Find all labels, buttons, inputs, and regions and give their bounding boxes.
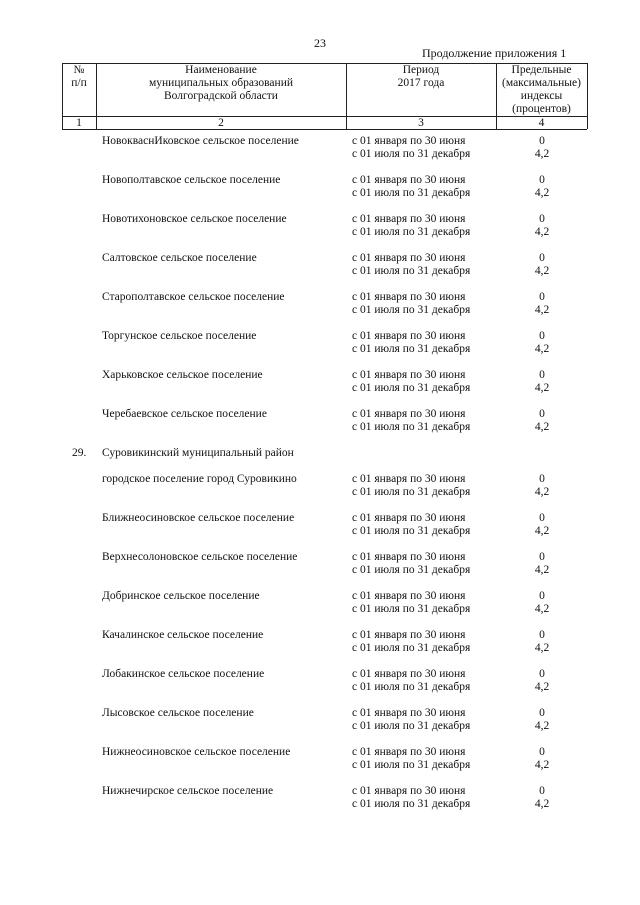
table-row	[0, 785, 640, 815]
index-second-half: 4,2	[534, 421, 550, 433]
period-first-half: с 01 января по 30 июня	[352, 512, 466, 524]
municipality-name: НовокваснИковское сельское поселение	[102, 135, 299, 147]
header-text: Наименование	[185, 64, 257, 76]
header-text: 2017 года	[397, 77, 445, 89]
index-first-half: 0	[539, 252, 545, 264]
table-row	[0, 213, 640, 243]
header-text: (процентов)	[512, 103, 571, 115]
table-row	[0, 174, 640, 204]
header-text: Волгоградской области	[164, 90, 278, 102]
col-number-4: 4	[538, 117, 545, 129]
index-second-half: 4,2	[534, 304, 550, 316]
district-name: Суровикинский муниципальный район	[102, 447, 294, 459]
index-second-half: 4,2	[534, 187, 550, 199]
period-first-half: с 01 января по 30 июня	[352, 408, 466, 420]
municipality-name: Верхнесолоновское сельское поселение	[102, 551, 298, 563]
col-number-2: 2	[218, 117, 224, 129]
period-second-half: с 01 июля по 31 декабря	[352, 486, 471, 498]
period-first-half: с 01 января по 30 июня	[352, 746, 466, 758]
table-row	[0, 369, 640, 399]
period-second-half: с 01 июля по 31 декабря	[352, 642, 471, 654]
table-row	[0, 252, 640, 282]
index-first-half: 0	[539, 590, 545, 602]
index-first-half: 0	[539, 785, 545, 797]
municipality-name: Нижнеосиновское сельское поселение	[102, 746, 291, 758]
municipality-name: Новотихоновское сельское поселение	[102, 213, 287, 225]
index-second-half: 4,2	[534, 564, 550, 576]
table-row	[0, 551, 640, 581]
period-second-half: с 01 июля по 31 декабря	[352, 187, 471, 199]
row-number: 29.	[72, 447, 87, 459]
header-text: (максимальные)	[502, 77, 581, 89]
header-bottom-rule	[62, 129, 587, 130]
period-first-half: с 01 января по 30 июня	[352, 785, 466, 797]
table-row	[0, 408, 640, 438]
period-second-half: с 01 июля по 31 декабря	[352, 148, 471, 160]
municipality-name: Лобакинское сельское поселение	[102, 668, 265, 680]
municipality-name: Ближнеосиновское сельское поселение	[102, 512, 295, 524]
municipality-name: Добринское сельское поселение	[102, 590, 260, 602]
continuation-note: Продолжение приложения 1	[422, 46, 567, 60]
index-first-half: 0	[539, 512, 545, 524]
period-first-half: с 01 января по 30 июня	[352, 174, 466, 186]
index-second-half: 4,2	[534, 486, 550, 498]
col-number-3: 3	[418, 117, 424, 129]
index-second-half: 4,2	[534, 382, 550, 394]
table-row	[0, 746, 640, 776]
period-first-half: с 01 января по 30 июня	[352, 330, 466, 342]
index-first-half: 0	[539, 135, 545, 147]
table-row	[0, 473, 640, 503]
index-first-half: 0	[539, 369, 545, 381]
municipality-name: Торгунское сельское поселение	[102, 330, 257, 342]
table-row	[0, 629, 640, 659]
index-first-half: 0	[539, 213, 545, 225]
municipality-name: Старополтавское сельское поселение	[102, 291, 285, 303]
index-second-half: 4,2	[534, 603, 550, 615]
municipality-name: Салтовское сельское поселение	[102, 252, 257, 264]
header-col-index	[496, 64, 587, 116]
municipality-name: Новополтавское сельское поселение	[102, 174, 281, 186]
table-row	[0, 707, 640, 737]
index-second-half: 4,2	[534, 226, 550, 238]
period-second-half: с 01 июля по 31 декабря	[352, 343, 471, 355]
header-text: муниципальных образований	[148, 77, 294, 89]
index-first-half: 0	[539, 330, 545, 342]
header-text: №	[73, 64, 85, 76]
period-second-half: с 01 июля по 31 декабря	[352, 265, 471, 277]
header-col-period	[346, 64, 496, 90]
table-row	[0, 590, 640, 620]
period-second-half: с 01 июля по 31 декабря	[352, 304, 471, 316]
municipality-name: Качалинское сельское поселение	[102, 629, 264, 641]
header-text: индексы	[520, 90, 563, 102]
table-row	[0, 668, 640, 698]
municipality-name: Лысовское сельское поселение	[102, 707, 254, 719]
table-row	[0, 135, 640, 165]
index-first-half: 0	[539, 746, 545, 758]
index-first-half: 0	[539, 707, 545, 719]
table-row	[0, 291, 640, 321]
page-number: 23	[314, 36, 326, 50]
period-first-half: с 01 января по 30 июня	[352, 473, 466, 485]
index-first-half: 0	[539, 629, 545, 641]
index-second-half: 4,2	[534, 642, 550, 654]
period-second-half: с 01 июля по 31 декабря	[352, 720, 471, 732]
period-first-half: с 01 января по 30 июня	[352, 590, 466, 602]
index-second-half: 4,2	[534, 681, 550, 693]
period-second-half: с 01 июля по 31 декабря	[352, 564, 471, 576]
period-first-half: с 01 января по 30 июня	[352, 213, 466, 225]
index-second-half: 4,2	[534, 265, 550, 277]
period-second-half: с 01 июля по 31 декабря	[352, 421, 471, 433]
index-second-half: 4,2	[534, 343, 550, 355]
period-first-half: с 01 января по 30 июня	[352, 252, 466, 264]
index-first-half: 0	[539, 551, 545, 563]
header-col-number	[62, 64, 96, 90]
header-text: п/п	[71, 77, 87, 89]
period-first-half: с 01 января по 30 июня	[352, 668, 466, 680]
municipality-name: городское поселение город Суровикино	[102, 473, 297, 485]
municipality-name: Черебаевское сельское поселение	[102, 408, 267, 420]
period-second-half: с 01 июля по 31 декабря	[352, 382, 471, 394]
index-first-half: 0	[539, 408, 545, 420]
header-text: Период	[402, 64, 440, 76]
index-second-half: 4,2	[534, 148, 550, 160]
period-first-half: с 01 января по 30 июня	[352, 707, 466, 719]
header-divider-4	[587, 63, 588, 129]
period-first-half: с 01 января по 30 июня	[352, 551, 466, 563]
header-col-name	[96, 64, 346, 103]
municipality-name: Харьковское сельское поселение	[102, 369, 263, 381]
period-first-half: с 01 января по 30 июня	[352, 291, 466, 303]
period-first-half: с 01 января по 30 июня	[352, 135, 466, 147]
period-second-half: с 01 июля по 31 декабря	[352, 525, 471, 537]
index-first-half: 0	[539, 668, 545, 680]
col-number-1: 1	[76, 117, 82, 129]
index-second-half: 4,2	[534, 720, 550, 732]
period-first-half: с 01 января по 30 июня	[352, 369, 466, 381]
index-second-half: 4,2	[534, 798, 550, 810]
index-first-half: 0	[539, 174, 545, 186]
table-row	[0, 512, 640, 542]
period-second-half: с 01 июля по 31 декабря	[352, 759, 471, 771]
period-first-half: с 01 января по 30 июня	[352, 629, 466, 641]
index-second-half: 4,2	[534, 525, 550, 537]
header-text: Предельные	[511, 64, 572, 76]
index-first-half: 0	[539, 291, 545, 303]
index-second-half: 4,2	[534, 759, 550, 771]
index-first-half: 0	[539, 473, 545, 485]
municipality-name: Нижнечирское сельское поселение	[102, 785, 274, 797]
period-second-half: с 01 июля по 31 декабря	[352, 798, 471, 810]
period-second-half: с 01 июля по 31 декабря	[352, 681, 471, 693]
table-row	[0, 330, 640, 360]
period-second-half: с 01 июля по 31 декабря	[352, 226, 471, 238]
period-second-half: с 01 июля по 31 декабря	[352, 603, 471, 615]
